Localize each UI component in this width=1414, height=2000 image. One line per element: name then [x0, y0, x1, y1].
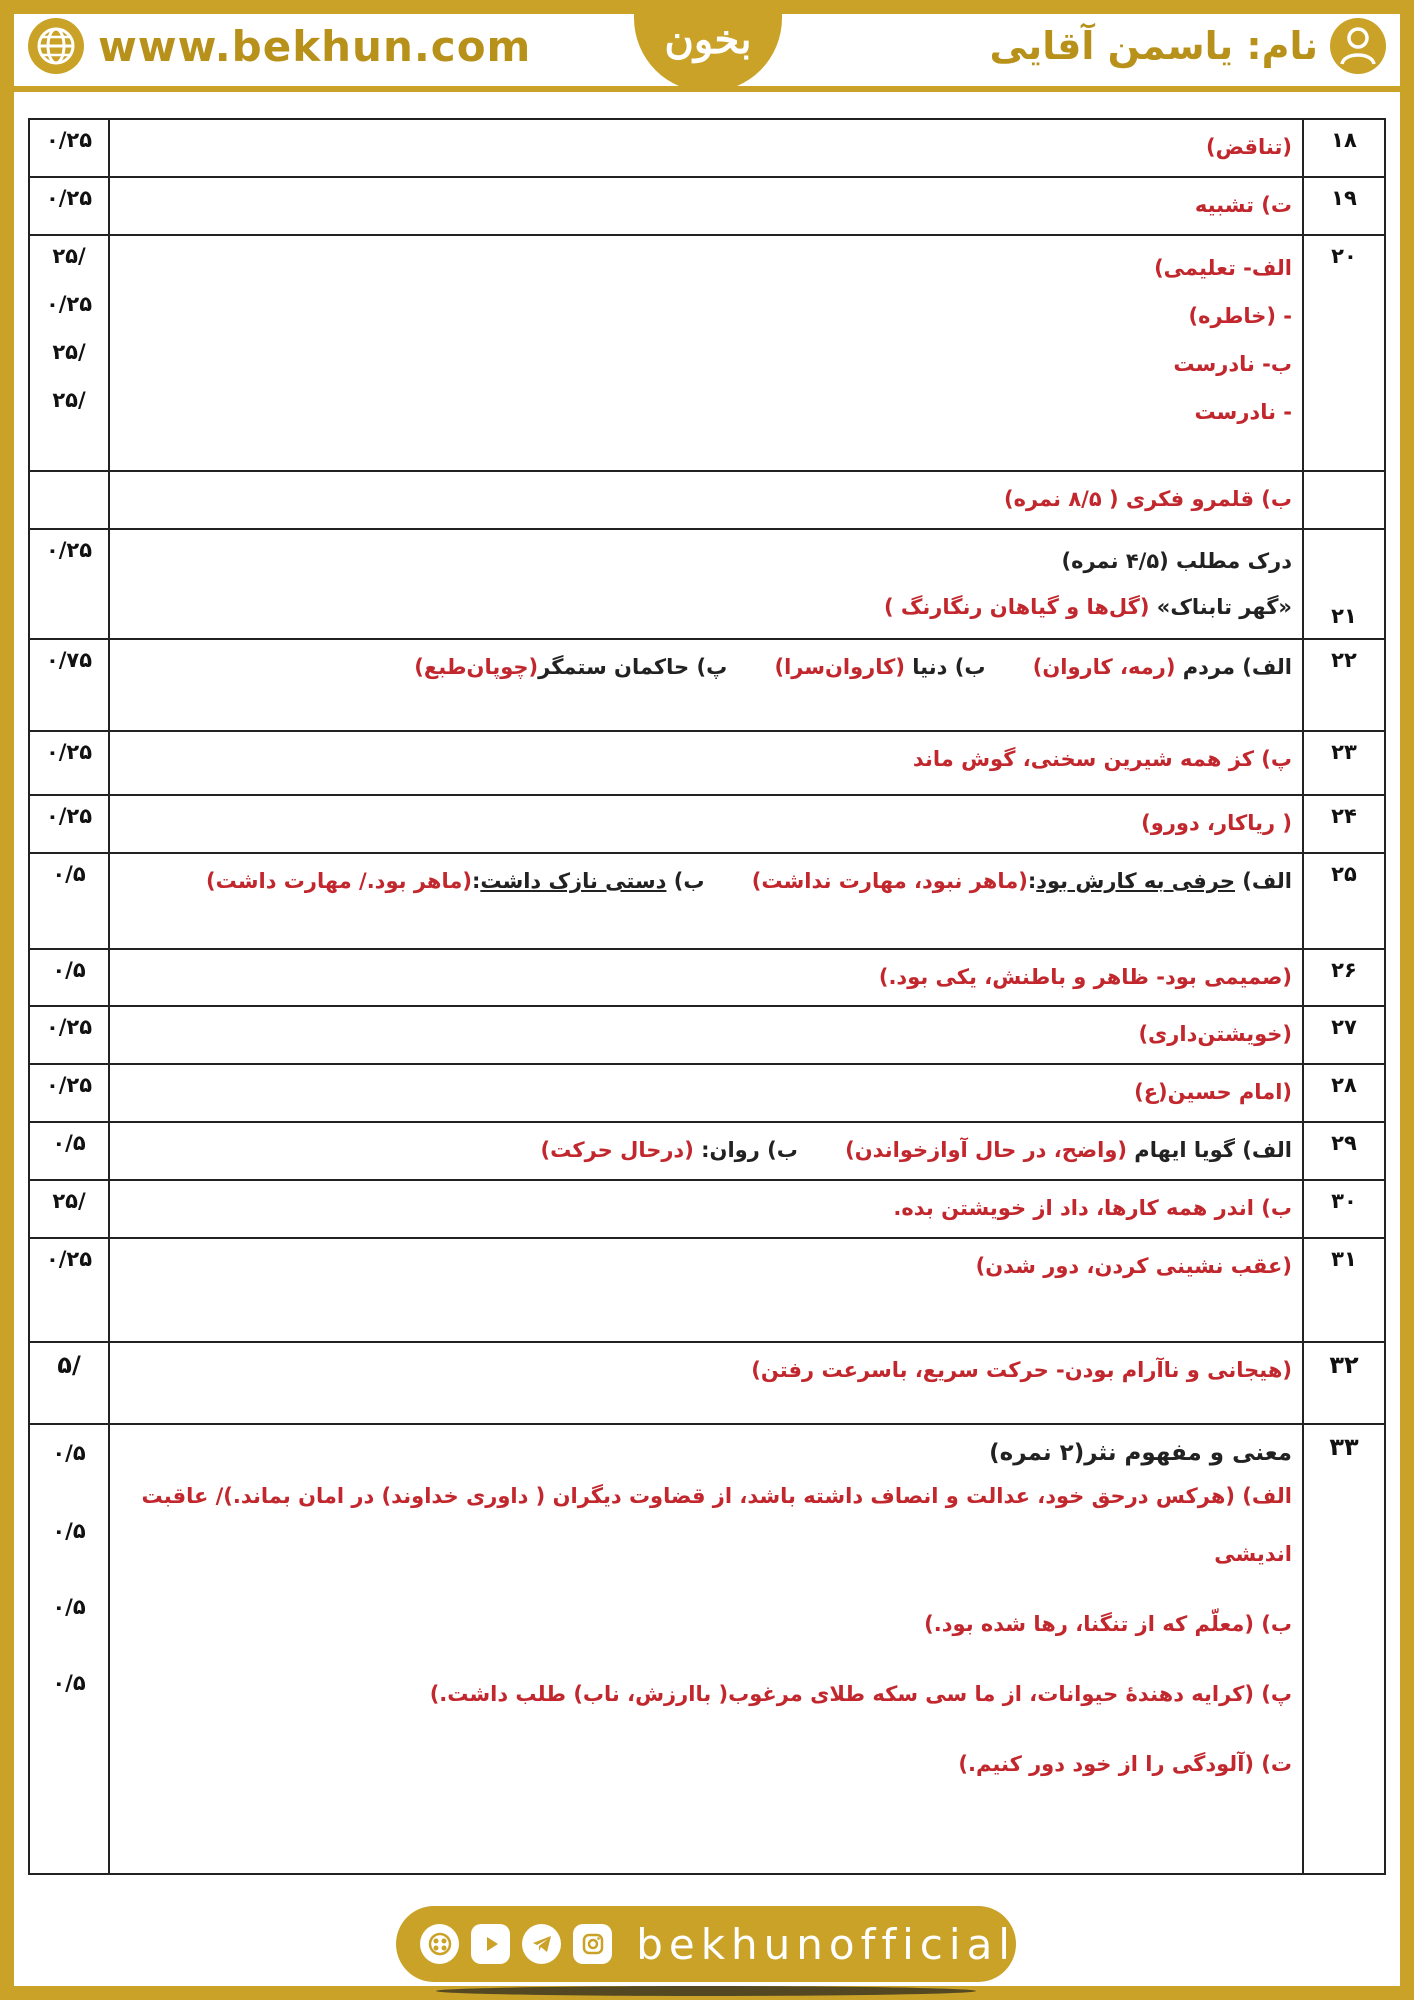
question-number: ۲۰ — [1303, 235, 1385, 471]
question-number: ۲۶ — [1303, 949, 1385, 1007]
answer-text: (عقب نشینی کردن، دور شدن) — [975, 1254, 1292, 1279]
answer-line: الف- تعلیمی) — [1154, 255, 1292, 280]
answer-cell — [109, 853, 1303, 949]
part-answer: (ماهر بود./ مهارت داشت) — [206, 868, 472, 893]
part-answer: (واضح، در حال آوازخواندن) — [845, 1138, 1127, 1163]
header-bar — [0, 0, 1414, 92]
answer-cell — [109, 795, 1303, 853]
part-label: الف) — [1234, 868, 1292, 893]
score-cell: ۰/۲۵ — [29, 1006, 109, 1064]
answer-cell — [109, 1006, 1303, 1064]
instagram-icon[interactable] — [573, 1924, 612, 1964]
section-row — [29, 471, 1385, 529]
question-number: ۲۸ — [1303, 1064, 1385, 1122]
part-label: پ) حاکمان ستمگر — [538, 654, 728, 679]
question-number: ۱۹ — [1303, 177, 1385, 235]
question-number: ۲۵ — [1303, 853, 1385, 949]
globe-icon — [28, 18, 84, 74]
score-value: ۰/۵ — [52, 1519, 86, 1544]
question-number: ۳۳ — [1303, 1424, 1385, 1874]
table-row — [29, 1064, 1385, 1122]
score-value: ۰/۵ — [52, 1671, 86, 1696]
question-number: ۳۲ — [1303, 1342, 1385, 1424]
answer-text: ب) اندر همه کارها، داد از خویشتن بده. — [893, 1196, 1292, 1221]
answer-cell — [109, 1424, 1303, 1874]
question-number: ۳۰ — [1303, 1180, 1385, 1238]
answer-text: ت) تشبیه — [1194, 192, 1292, 217]
answer-cell — [109, 731, 1303, 795]
subsection-heading: درک مطلب (۴/۵ نمره) — [1061, 548, 1292, 573]
answer-text: (گل‌ها و گیاهان رنگارنگ ) — [884, 594, 1150, 619]
answer-cell — [109, 1342, 1303, 1424]
score-value: /۲۵ — [52, 387, 86, 412]
question-number-text: ۲۱ — [1331, 603, 1357, 628]
footer-shadow — [436, 1986, 976, 1996]
question-number: ۲۷ — [1303, 1006, 1385, 1064]
question-number: ۲۴ — [1303, 795, 1385, 853]
score-cell: /۵ — [29, 1342, 109, 1424]
answer-text: (صمیمی بود- ظاهر و باطنش، یکی بود.) — [878, 964, 1292, 989]
answer-cell — [109, 119, 1303, 177]
score-cell: ۰/۲۵ — [29, 1064, 109, 1122]
answer-cell — [109, 1122, 1303, 1180]
answer-line: - (خاطره) — [1188, 303, 1292, 328]
question-number — [1303, 529, 1385, 639]
answer-text: (امام حسین(ع) — [1134, 1080, 1292, 1105]
section-title: ب) قلمرو فکری ( ۸/۵ نمره) — [1004, 486, 1292, 511]
colon: : — [1027, 868, 1037, 893]
score-cell: ۰/۵ — [29, 949, 109, 1007]
question-number: ۲۹ — [1303, 1122, 1385, 1180]
table-row — [29, 1122, 1385, 1180]
score-value: ۰/۵ — [52, 1595, 86, 1620]
score-value: /۲۵ — [52, 243, 86, 268]
answer-line: ب) (معلّم که از تنگنا، رها شده بود.) — [924, 1612, 1292, 1637]
answer-line: الف) (هرکس درحق خود، عدالت و انصاف داشته باشد، از قضاوت دیگران ( داوری خداوند) در امان بماند.)/ عاقبت — [141, 1484, 1292, 1509]
answer-line: پ) (کرایه دهندۀ حیوانات، از ما سی سکه طلای مرغوب( باارزش، ناب) طلب داشت.) — [429, 1682, 1292, 1707]
name-label: نام: یاسمن آقایی — [989, 24, 1318, 68]
table-row — [29, 949, 1385, 1007]
answer-line: ب- نادرست — [1173, 351, 1292, 376]
table-row — [29, 853, 1385, 949]
part-label: الف) مردم — [1182, 654, 1292, 679]
website-link[interactable] — [28, 18, 531, 74]
answer-table — [28, 118, 1386, 1875]
answer-cell — [109, 177, 1303, 235]
table-row — [29, 1238, 1385, 1342]
score-cell: ۰/۲۵ — [29, 731, 109, 795]
question-number: ۲۲ — [1303, 639, 1385, 731]
site-url: www.bekhun.com — [98, 21, 532, 71]
answer-text: (خویشتن‌داری) — [1138, 1022, 1292, 1047]
answer-text: (تناقض) — [1206, 135, 1292, 159]
score-cell: /۲۵ — [29, 1180, 109, 1238]
score-cell: ۰/۲۵ — [29, 177, 109, 235]
score-cell: ۰/۲۵ — [29, 1238, 109, 1342]
answer-cell — [109, 639, 1303, 731]
answer-text: پ) کز همه شیرین سخنی، گوش ماند — [912, 746, 1292, 771]
table-row — [29, 795, 1385, 853]
part-answer: (ماهر نبود، مهارت نداشت) — [751, 868, 1028, 893]
social-footer[interactable] — [396, 1906, 1016, 1982]
score-value: /۲۵ — [52, 339, 86, 364]
user-icon — [1330, 18, 1386, 74]
table-row — [29, 639, 1385, 731]
table-row — [29, 235, 1385, 471]
question-number — [1303, 471, 1385, 529]
score-value: ۰/۵ — [52, 1441, 86, 1466]
table-row — [29, 1342, 1385, 1424]
subsection-heading: معنی و مفهوم نثر(۲ نمره) — [989, 1440, 1292, 1467]
part-answer: (درحال حرکت) — [540, 1138, 694, 1163]
part-label: ب) — [666, 868, 705, 893]
score-cell: ۰/۲۵ — [29, 795, 109, 853]
score-cell — [29, 1424, 109, 1874]
table-row — [29, 1424, 1385, 1874]
student-name — [989, 18, 1386, 74]
answer-cell — [109, 1238, 1303, 1342]
table-row — [29, 119, 1385, 177]
score-cell — [29, 471, 109, 529]
score-cell: ۰/۵ — [29, 853, 109, 949]
part-label: الف) گویا ایهام — [1127, 1138, 1292, 1163]
part-label: ب) روان: — [693, 1138, 798, 1163]
social-handle: bekhunofficial — [636, 1919, 1016, 1969]
question-number: ۲۳ — [1303, 731, 1385, 795]
answer-cell — [109, 1064, 1303, 1122]
telegram-icon[interactable] — [522, 1924, 561, 1964]
part-answer: (چوپان‌طبع) — [414, 654, 539, 679]
answer-line: ت) (آلودگی را از خود دور کنیم.) — [958, 1752, 1292, 1777]
score-cell: ۰/۲۵ — [29, 529, 109, 639]
idiom: حرفی به کارش بود — [1036, 868, 1235, 893]
answer-line: - نادرست — [1194, 399, 1292, 424]
idiom: دستی نازک داشت — [480, 868, 667, 893]
question-number: ۱۸ — [1303, 119, 1385, 177]
answer-cell — [109, 1180, 1303, 1238]
part-answer: (کاروان‌سرا) — [774, 654, 905, 679]
table-row — [29, 731, 1385, 795]
score-cell: ۰/۲۵ — [29, 119, 109, 177]
score-cell: ۰/۷۵ — [29, 639, 109, 731]
table-row — [29, 177, 1385, 235]
table-row — [29, 1006, 1385, 1064]
part-answer: (رمه، کاروان) — [1032, 654, 1176, 679]
answer-text: ( ریاکار، دورو) — [1141, 810, 1292, 835]
aparat-icon[interactable] — [420, 1924, 459, 1964]
table-row — [29, 1180, 1385, 1238]
answer-cell — [109, 529, 1303, 639]
logo-text: بخون — [664, 16, 752, 63]
answer-text: (هیجانی و ناآرام بودن- حرکت سریع، باسرعت رفتن) — [751, 1358, 1292, 1383]
part-label: ب) دنیا — [912, 654, 986, 679]
youtube-icon[interactable] — [471, 1924, 510, 1964]
colon: : — [471, 868, 481, 893]
score-cell — [29, 235, 109, 471]
question-number: ۳۱ — [1303, 1238, 1385, 1342]
table-row — [29, 529, 1385, 639]
section-heading — [109, 471, 1303, 529]
score-value: ۰/۲۵ — [45, 291, 93, 316]
answer-line: اندیشی — [1214, 1542, 1292, 1567]
answer-cell — [109, 235, 1303, 471]
answer-prefix: «گهر تابناک» — [1149, 594, 1292, 619]
score-cell: ۰/۵ — [29, 1122, 109, 1180]
answer-cell — [109, 949, 1303, 1007]
